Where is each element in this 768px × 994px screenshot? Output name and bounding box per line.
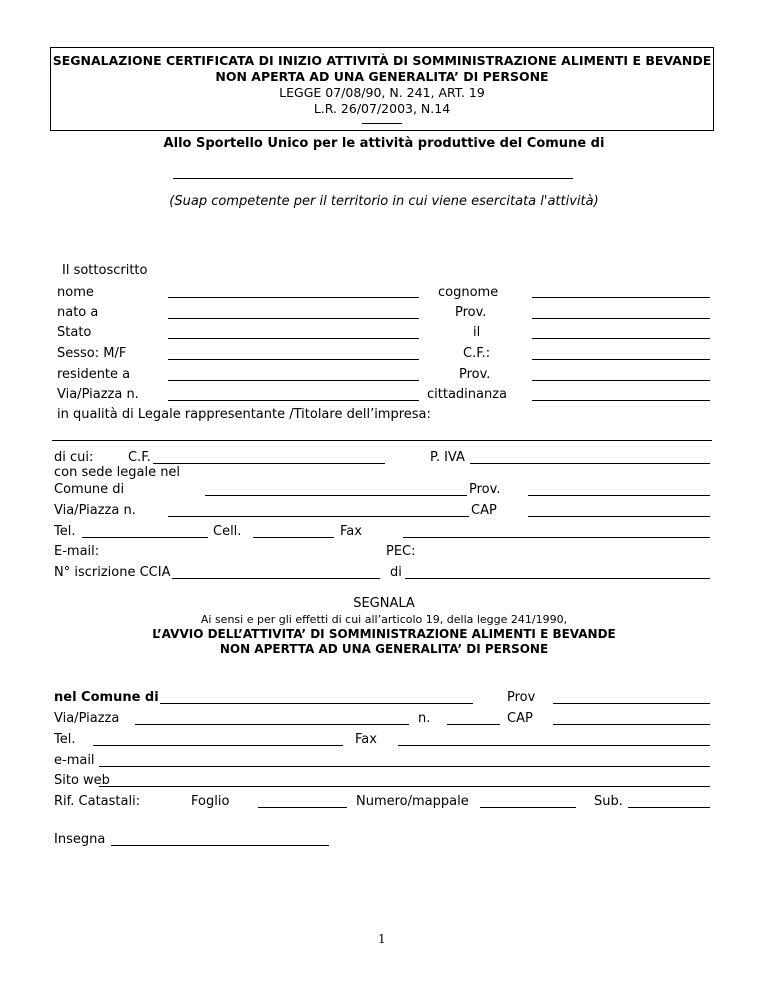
sede-label: con sede legale nel (54, 465, 181, 480)
dicui-label: di cui: (54, 450, 94, 465)
header-box (50, 47, 714, 131)
sesso-field[interactable] (168, 359, 419, 360)
nato-field[interactable] (168, 318, 419, 319)
residente-field[interactable] (168, 380, 419, 381)
piva-label: P. IVA (430, 450, 465, 465)
company-cell-label: Cell. (213, 524, 242, 539)
insegna-field[interactable] (111, 845, 329, 846)
page-number: 1 (378, 932, 386, 946)
company-cf-label: C.F. (128, 450, 151, 465)
sub-field[interactable] (628, 807, 710, 808)
company-fax-field[interactable] (403, 537, 710, 538)
company-via-label: Via/Piazza n. (54, 503, 136, 518)
cf-field[interactable] (532, 359, 710, 360)
mappale-field[interactable] (480, 807, 576, 808)
prov2-field[interactable] (532, 380, 710, 381)
loc-prov-label: Prov (507, 690, 536, 705)
nome-field[interactable] (168, 297, 419, 298)
residente-label: residente a (57, 367, 131, 382)
segnala-title: SEGNALA (353, 596, 415, 611)
via-field[interactable] (168, 400, 419, 401)
header-title-line2: NON APERTA AD UNA GENERALITA’ DI PERSONE (215, 69, 549, 84)
ccia-di-label: di (390, 565, 402, 580)
company-cap-field[interactable] (528, 516, 710, 517)
addressee-note: (Suap competente per il territorio in cui viene esercitata l'attività) (169, 194, 599, 209)
cittadinanza-label: cittadinanza (427, 387, 508, 402)
addressee-title: Allo Sportello Unico per le attività produttive del Comune di (163, 136, 605, 151)
cognome-field[interactable] (532, 297, 710, 298)
segnala-bold2: NON APERTTA AD UNA GENERALITA’ DI PERSONE (219, 642, 549, 656)
header-regional-law: L.R. 26/07/2003, N.14 (313, 101, 451, 116)
prov-label: Prov. (455, 305, 487, 320)
catastali-label: Rif. Catastali: (54, 794, 141, 809)
loc-prov-field[interactable] (553, 703, 710, 704)
segnala-bold1: L’AVVIO DELL’ATTIVITA’ DI SOMMINISTRAZIONE ALIMENTI E BEVANDE (152, 627, 616, 641)
prov2-label: Prov. (459, 367, 491, 382)
loc-via-label: Via/Piazza (54, 711, 120, 726)
company-tel-label: Tel. (54, 524, 76, 539)
loc-n-label: n. (418, 711, 431, 726)
loc-fax-field[interactable] (398, 745, 710, 746)
il-label: il (473, 325, 481, 340)
cittadinanza-field[interactable] (532, 400, 710, 401)
comune-line[interactable] (173, 178, 573, 179)
impresa-field[interactable] (52, 440, 712, 441)
loc-cap-field[interactable] (553, 724, 710, 725)
company-via-field[interactable] (168, 516, 469, 517)
comune-label: Comune di (54, 482, 125, 497)
loc-fax-label: Fax (355, 732, 377, 747)
loc-sito-field[interactable] (99, 786, 710, 787)
ccia-di-field[interactable] (405, 578, 710, 579)
intro-label: Il sottoscritto (62, 263, 148, 278)
company-email-label: E-mail: (54, 544, 100, 559)
cognome-label: cognome (438, 285, 499, 300)
loc-sito-label: Sito web (54, 773, 110, 788)
header-underline: ________________ (362, 118, 402, 124)
date-field[interactable] (532, 338, 710, 339)
loc-email-label: e-mail (54, 753, 95, 768)
loc-via-field[interactable] (135, 724, 409, 725)
company-pec-label: PEC: (386, 544, 416, 559)
stato-field[interactable] (168, 338, 419, 339)
nome-label: nome (57, 285, 94, 300)
cf-label: C.F.: (463, 346, 491, 361)
company-tel-field[interactable] (82, 537, 208, 538)
loc-cap-label: CAP (507, 711, 533, 726)
insegna-label: Insegna (54, 832, 106, 847)
header-title-line1: SEGNALAZIONE CERTIFICATA DI INIZIO ATTIVITÀ DI SOMMINISTRAZIONE ALIMENTI E BEVANDE (52, 53, 712, 68)
company-comune-field[interactable] (205, 495, 467, 496)
prov-field[interactable] (532, 318, 710, 319)
loc-tel-field[interactable] (93, 745, 343, 746)
foglio-field[interactable] (258, 807, 347, 808)
via-label: Via/Piazza n. (57, 387, 139, 402)
ccia-label: N° iscrizione CCIA (54, 565, 171, 580)
loc-tel-label: Tel. (54, 732, 76, 747)
company-cf-field[interactable] (153, 463, 385, 464)
company-cell-field[interactable] (253, 537, 334, 538)
loc-comune-label: nel Comune di (54, 690, 159, 705)
sub-label: Sub. (594, 794, 623, 809)
company-prov-label: Prov. (469, 482, 501, 497)
header-law: LEGGE 07/08/90, N. 241, ART. 19 (279, 85, 485, 100)
segnala-law: Ai sensi e per gli effetti di cui all’articolo 19, della legge 241/1990, (200, 613, 568, 626)
loc-email-field[interactable] (99, 766, 710, 767)
company-cap-label: CAP (471, 503, 497, 518)
loc-comune-field[interactable] (160, 703, 473, 704)
ccia-field[interactable] (172, 578, 380, 579)
nato-label: nato a (57, 305, 99, 320)
stato-label: Stato (57, 325, 92, 340)
loc-n-field[interactable] (447, 724, 500, 725)
company-prov-field[interactable] (528, 495, 710, 496)
company-fax-label: Fax (340, 524, 362, 539)
foglio-label: Foglio (191, 794, 230, 809)
sesso-label: Sesso: M/F (57, 346, 127, 361)
qualita-label: in qualità di Legale rappresentante /Titolare dell’impresa: (57, 407, 431, 422)
mappale-label: Numero/mappale (356, 794, 469, 809)
piva-field[interactable] (470, 463, 710, 464)
